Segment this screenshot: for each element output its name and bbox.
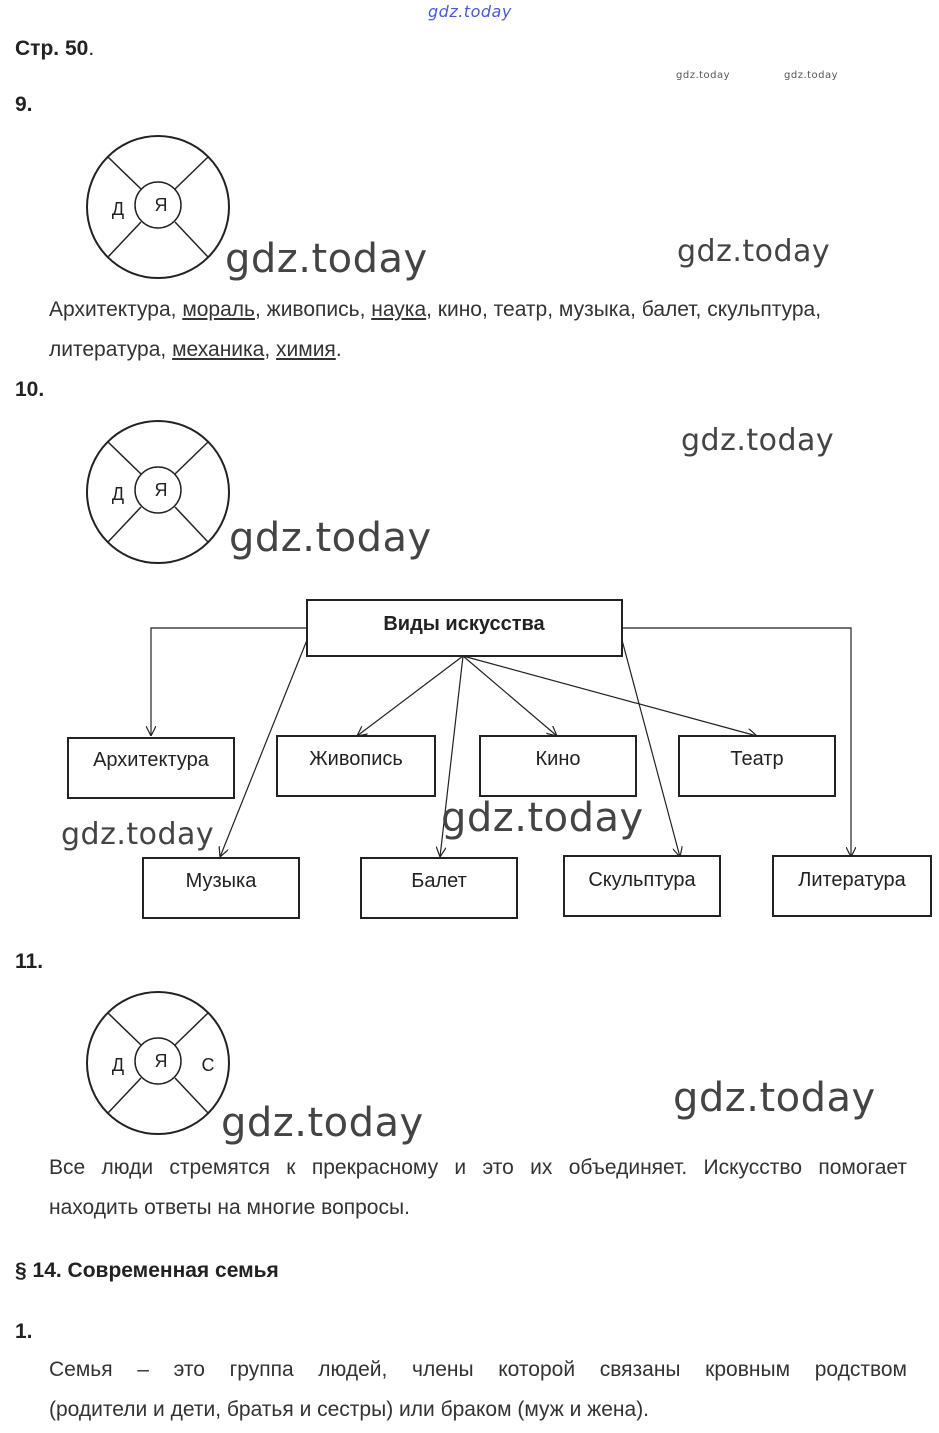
answer-text: , (264, 338, 277, 361)
answer-text: Архитектура, (49, 298, 183, 321)
watermark-mid-1: gdz.today (677, 234, 831, 269)
root-node-label: Виды искусства (383, 613, 545, 635)
watermark-small-2: gdz.today (784, 70, 839, 81)
watermark-main-3: gdz.today (441, 795, 644, 841)
answer-text: , кино, театр, музыка, балет, скульптура, (426, 298, 822, 321)
answer-text: . (335, 338, 342, 361)
node-label-music: Музыка (185, 870, 257, 892)
task-11-circle-diagram (84, 989, 232, 1137)
task-11-answer-line-2: находить ответы на многие вопросы. (49, 1196, 410, 1219)
watermark-main-4: gdz.today (221, 1100, 424, 1146)
task-11-circle-left-label: Д (111, 1055, 125, 1075)
node-label-cinema: Кино (535, 748, 581, 770)
watermark-mid-2: gdz.today (681, 423, 835, 458)
page-reference (15, 37, 94, 61)
task-9-circle-left-label: Д (111, 199, 125, 219)
node-label-sculpture: Скульптура (588, 869, 696, 891)
watermark-main-1: gdz.today (225, 236, 428, 282)
underlined-term-science: наука (371, 298, 427, 321)
section-title: § 14. Современная семья (15, 1259, 279, 1282)
node-label-ballet: Балет (411, 870, 467, 892)
task-1-answer-line-2: (родители и дети, братья и сестры) или браком (муж и жена). (49, 1398, 650, 1421)
page-reference-dot: . (88, 37, 95, 60)
watermark-top: gdz.today (428, 2, 512, 21)
task-11-circle-center-label: Я (154, 1051, 168, 1071)
task-10-circle-left-label: Д (111, 484, 125, 504)
task-11-answer-line-1: Все люди стремятся к прекрасному и это их объединяет. Искусство помогает (49, 1156, 907, 1179)
task-10-circle-center-label: Я (154, 480, 168, 500)
node-label-painting: Живопись (309, 748, 403, 770)
task-9-number: 9. (15, 93, 33, 116)
watermark-main-5: gdz.today (673, 1075, 876, 1121)
task-9-answer-line-2 (49, 330, 342, 370)
watermark-small-1: gdz.today (676, 70, 731, 81)
task-9-circle-diagram (84, 133, 232, 281)
art-types-diagram (0, 590, 939, 930)
answer-text: литература, (49, 338, 173, 361)
task-11-number: 11. (15, 950, 44, 973)
answer-text: , живопись, (254, 298, 372, 321)
watermark-main-2: gdz.today (229, 515, 432, 561)
task-1-answer-line-1: Семья – это группа людей, члены которой связаны кровным родством (49, 1358, 907, 1381)
node-label-architecture: Архитектура (93, 749, 209, 771)
task-10-number: 10. (15, 378, 45, 401)
underlined-term-morality: мораль (182, 298, 255, 321)
underlined-term-chemistry: химия (276, 338, 336, 361)
task-11-circle-right-label: С (201, 1055, 215, 1075)
node-label-theatre: Театр (730, 748, 784, 770)
node-label-literature: Литература (798, 869, 906, 891)
underlined-term-mechanics: механика (172, 338, 265, 361)
task-10-circle-diagram (84, 418, 232, 566)
task-9-answer-line-1 (49, 290, 821, 330)
watermark-mid-3: gdz.today (61, 817, 215, 852)
page-reference-label: Стр. 50 (15, 37, 89, 60)
task-9-circle-center-label: Я (154, 195, 168, 215)
task-1-number: 1. (15, 1320, 33, 1343)
